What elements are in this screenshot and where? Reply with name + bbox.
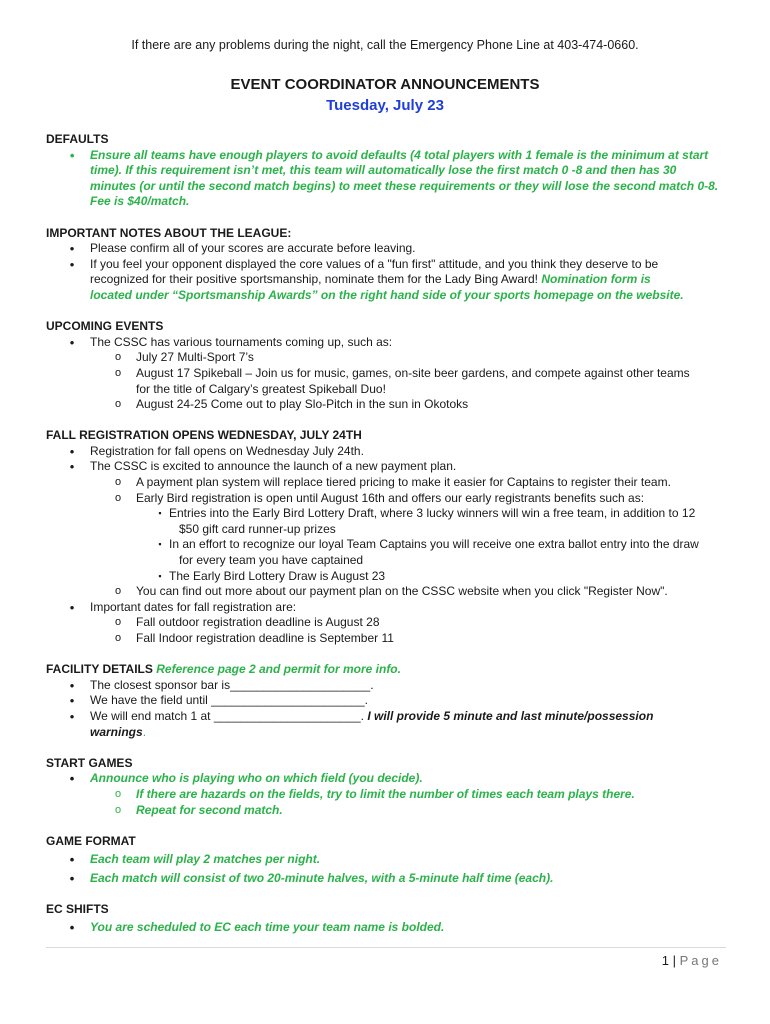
shifts-list <box>46 920 726 936</box>
list-item: • If you feel your opponent displayed the core values of a "fun first" attitude, and you think they deserve to be recognized for their positive sportsmanship, nominate them for the Lady Bing Award! Nomination form is located under “Sportsmanship Awards” on the right hand side of your sports homepage on the website. <box>46 257 726 304</box>
list-item: • The closest sponsor bar is_____________________. <box>46 678 726 694</box>
bullet-icon: • <box>69 693 75 709</box>
notes-list <box>46 241 726 303</box>
list-item: • Each team will play 2 matches per night. <box>46 852 726 868</box>
page-date: Tuesday, July 23 <box>326 97 444 114</box>
bullet-icon: • <box>69 708 75 724</box>
list-item: • We have the field until _______________________. <box>46 693 726 709</box>
bullet-icon: • <box>69 443 75 459</box>
sub-list-item: o July 27 Multi-Sport 7’s <box>46 350 726 366</box>
list-item: • The CSSC is excited to announce the launch of a new payment plan. <box>46 459 726 475</box>
sub-sub-list-item: ▪ Entries into the Early Bird Lottery Draft, where 3 lucky winners will win a free team, in addition to 12 $50 gift card runner-up prizes <box>46 506 726 537</box>
bullet-icon: • <box>69 459 75 475</box>
sub-list-item: o Fall outdoor registration deadline is August 28 <box>46 615 726 631</box>
list-item: • Ensure all teams have enough players to avoid defaults (4 total players with 1 female is the minimum at start time). If this requirement isn’t met, this team will automatically lose the first match 0 -8 and then has 30 minutes (or until the second match begins) to meet these requirements or they will lose the second match 0-8. Fee is $40/match. <box>46 148 726 210</box>
nomination-location: located under “Sportsmanship Awards” on the right hand side of your sports homepage on the website. <box>90 287 684 302</box>
section-heading-start: START GAMES <box>46 755 133 770</box>
circle-bullet-icon: o <box>114 632 122 644</box>
circle-bullet-icon: o <box>114 616 122 629</box>
square-bullet-icon: ▪ <box>158 570 162 581</box>
bullet-icon: • <box>69 599 75 615</box>
sub-list-item: o Repeat for second match. <box>46 803 726 819</box>
section-heading-facility: FACILITY DETAILS Reference page 2 and permit for more info. <box>46 662 401 677</box>
circle-bullet-icon: o <box>114 398 122 411</box>
bullet-icon: • <box>69 771 75 787</box>
facility-reference-note: Reference page 2 and permit for more info. <box>156 662 401 677</box>
list-item: • You are scheduled to EC each time your team name is bolded. <box>46 920 726 936</box>
list-item: • Important dates for fall registration are: <box>46 600 726 616</box>
circle-bullet-icon: o <box>114 787 122 800</box>
square-bullet-icon: ▪ <box>158 508 162 519</box>
bullet-icon: • <box>69 870 75 886</box>
nomination-note: Nomination form is <box>541 272 651 287</box>
registration-list <box>46 444 726 647</box>
page-footer <box>662 953 722 968</box>
circle-bullet-icon: o <box>114 803 122 816</box>
page-word: Page <box>679 953 722 968</box>
circle-bullet-icon: o <box>114 366 122 379</box>
list-item: • Announce who is playing who on which field (you decide). <box>46 771 726 787</box>
section-heading-upcoming: UPCOMING EVENTS <box>46 319 164 334</box>
bullet-icon: • <box>69 241 75 257</box>
upcoming-list <box>46 335 726 413</box>
facility-list <box>46 678 726 740</box>
defaults-list <box>46 148 726 210</box>
bullet-icon: • <box>69 334 75 350</box>
format-list <box>46 852 726 886</box>
sub-list-item: o A payment plan system will replace tiered pricing to make it easier for Captains to register their team. <box>46 475 726 491</box>
bullet-icon: • <box>69 256 75 272</box>
sub-list-item: o You can find out more about our payment plan on the CSSC website when you click "Register Now". <box>46 584 726 600</box>
page-title: EVENT COORDINATOR ANNOUNCEMENTS <box>230 76 540 93</box>
circle-bullet-icon: o <box>114 351 122 364</box>
section-heading-format: GAME FORMAT <box>46 833 136 848</box>
page-number: 1 <box>661 953 669 968</box>
bullet-icon: • <box>69 919 75 935</box>
section-heading-notes: IMPORTANT NOTES ABOUT THE LEAGUE: <box>46 225 292 240</box>
circle-bullet-icon: o <box>114 585 122 598</box>
emergency-note: If there are any problems during the night, call the Emergency Phone Line at 403-474-0660. <box>131 38 639 52</box>
sub-list-item: o Fall Indoor registration deadline is September 11 <box>46 631 726 647</box>
sub-list-item: o August 17 Spikeball – Join us for music, games, on-site beer gardens, and compete against other teams for the title of Calgary’s greatest Spikeball Duo! <box>46 366 726 397</box>
section-heading-registration: FALL REGISTRATION OPENS WEDNESDAY, JULY 24TH <box>46 428 362 443</box>
sub-list-item: o August 24-25 Come out to play Slo-Pitch in the sun in Okotoks <box>46 397 726 413</box>
list-item: • The CSSC has various tournaments coming up, such as: <box>46 335 726 351</box>
section-heading-shifts: EC SHIFTS <box>46 902 109 917</box>
list-item: • We will end match 1 at ______________________. I will provide 5 minute and last minute/possession warnings. <box>46 709 726 740</box>
sub-sub-list-item: ▪ In an effort to recognize our loyal Team Captains you will receive one extra ballot entry into the draw for every team you have captained <box>46 537 726 568</box>
section-heading-defaults: DEFAULTS <box>46 132 109 146</box>
announcements-body <box>46 132 726 935</box>
circle-bullet-icon: o <box>114 476 122 489</box>
bullet-icon: • <box>69 852 75 868</box>
start-list <box>46 771 726 818</box>
sub-sub-list-item: ▪ The Early Bird Lottery Draw is August 23 <box>46 569 726 585</box>
sub-list-item: o If there are hazards on the fields, try to limit the number of times each team plays there. <box>46 787 726 803</box>
bullet-icon: • <box>69 147 75 163</box>
footer-divider <box>46 947 726 948</box>
square-bullet-icon: ▪ <box>158 539 162 550</box>
page-separator: | <box>672 953 676 968</box>
list-item: • Registration for fall opens on Wednesday July 24th. <box>46 444 726 460</box>
bullet-icon: • <box>69 677 75 693</box>
list-item: • Each match will consist of two 20-minute halves, with a 5-minute half time (each). <box>46 871 726 887</box>
circle-bullet-icon: o <box>114 491 122 504</box>
sub-list-item: o Early Bird registration is open until August 16th and offers our early registrants benefits such as: <box>46 491 726 507</box>
list-item: • Please confirm all of your scores are accurate before leaving. <box>46 241 726 257</box>
